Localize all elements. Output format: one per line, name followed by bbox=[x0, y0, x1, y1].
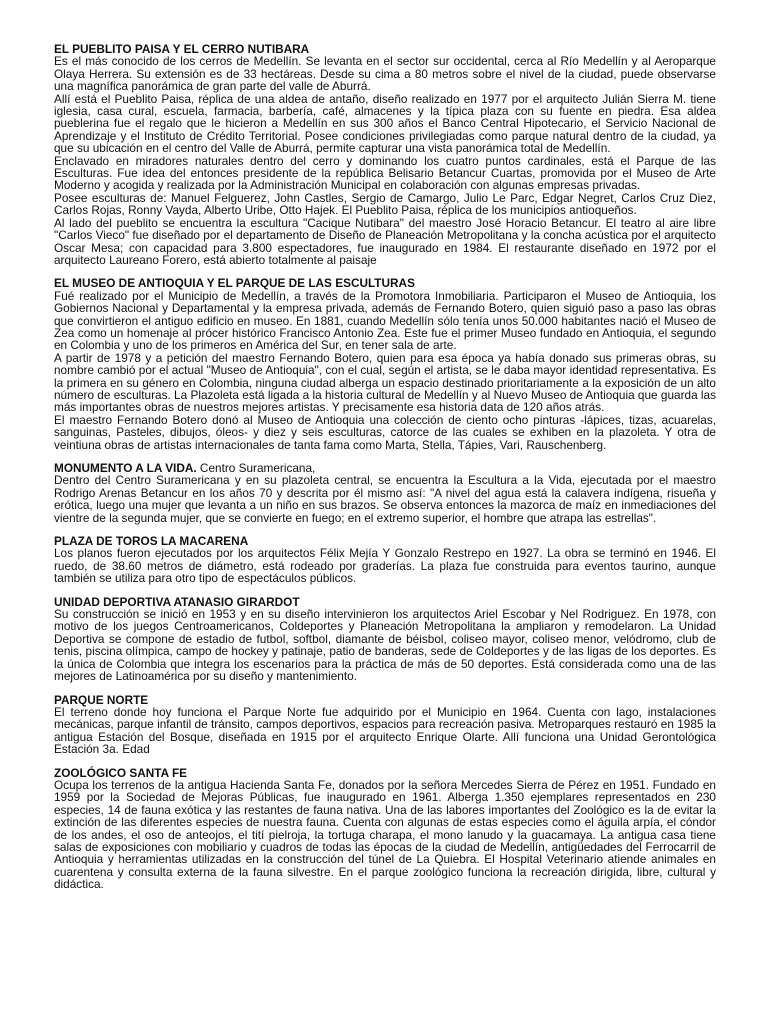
section-title: PARQUE NORTE bbox=[54, 692, 149, 707]
paragraph: Al lado del pueblito se encuentra la escultura "Cacique Nutibara" del maestro José Horacio Betancur. El teatro al aire libre "Carlos Vieco" fue diseñado por el departamento de Diseño de Planeación Metropolitana y la concha acústica por el arquitecto Oscar Mesa; con capacidad para 3.800 espectadores, fue inaugurado en 1984. El restaurante diseñado en 1972 por el arquitecto Laureano Forero, está abierto totalmente al paisaje bbox=[54, 215, 716, 267]
section-unidad-deportiva bbox=[54, 596, 716, 683]
section-pueblito-paisa bbox=[54, 43, 716, 266]
section-title: ZOOLÓGICO SANTA FE bbox=[54, 765, 188, 780]
section-title-note: Centro Suramericana, bbox=[196, 461, 316, 475]
section-title: EL MUSEO DE ANTIOQUIA Y EL PARQUE DE LAS ESCULTURAS bbox=[54, 276, 415, 291]
paragraph: Es el más conocido de los cerros de Medellín. Se levanta en el sector sur occidental, cerca al Río Medellín y al Aeroparque Olaya Herrera. Su extensión es de 33 hectáreas. Desde su cima a 80 metros sobre el nivel de la ciudad, puede observarse una magnífica panorámica de gran parte del valle de Aburrá. bbox=[54, 54, 716, 94]
paragraph: Dentro del Centro Suramericana y en su plazoleta central, se encuentra la Escultura a la Vida, ejecutada por el maestro Rodrigo Arenas Betancur en los años 70 y descrita por él mismo así: "A nivel del agua está la calavera indígena, risueña y erótica, luego una mujer que levanta a un niño en sus brazos. Se observa entonces la mazorca de maíz en inmediaciones del vientre de la segunda mujer, que se convierte en fuego; en el extremo superior, el hombre que atrapa las estrellas". bbox=[54, 473, 716, 525]
section-title: EL PUEBLITO PAISA Y EL CERRO NUTIBARA bbox=[54, 42, 310, 56]
document-page bbox=[54, 43, 716, 902]
section-title: PLAZA DE TOROS LA MACARENA bbox=[54, 534, 249, 549]
paragraph: Allí está el Pueblito Paisa, réplica de una aldea de antaño, diseño realizado en 1977 por el arquitecto Julián Sierra M. tiene iglesia, casa cural, escuela, farmacia, barbería, café, almacenes y la típica plaza con su fuente en piedra. Esa aldea pueblerina fue el regalo que le hicieron a Medellín en sus 300 años el Banco Central Hipotecario, el Servicio Nacional de Aprendizaje y el Instituto de Crédito Territorial. Posee condiciones privilegiadas como parque natural dentro de la ciudad, ya que su ubicación en el centro del Valle de Aburrá, permite capturar una vista panorámica total de Medellín. bbox=[54, 91, 716, 156]
section-zoologico bbox=[54, 767, 716, 891]
paragraph: Los planos fueron ejecutados por los arquitectos Félix Mejía Y Gonzalo Restrepo en 1927. La obra se terminó en 1946. El ruedo, de 38.60 metros de diámetro, está rodeado por graderías. La plaza fue construida para eventos taurino, aunque también se utiliza para otro tipo de espectáculos públicos. bbox=[54, 546, 716, 586]
paragraph: Enclavado en miradores naturales dentro del cerro y dominando los cuatro puntos cardinales, está el Parque de las Esculturas. Fue idea del entonces presidente de la república Belisario Betancur Cuartas, promovida por el Museo de Arte Moderno y acogida y realizada por la Administración Municipal en colaboración con algunas empresas privadas. bbox=[54, 153, 716, 193]
paragraph: Fué realizado por el Municipio de Medellín, a través de la Promotora Inmobiliaria. Participaron el Museo de Antioquia, los Gobiernos Nacional y Departamental y la empresa privada, además de Fernando Botero, quien siguió paso a paso las obras que convirtieron el antiguo edificio en museo. En 1881, cuando Medellín sólo tenía unos 50.000 habitantes nació el Museo de Zea como un homenaje al prócer histórico Francisco Antonio Zea. Este fue el primer Museo fundado en Antioquia, el segundo en Colombia y uno de los primeros en América del Sur, en tener sala de arte. bbox=[54, 288, 716, 353]
paragraph: A partir de 1978 y a petición del maestro Fernando Botero, quien para esa época ya había donado sus primeras obras, su nombre cambió por el actual "Museo de Antioquia", con el cual, según el artista, se le daba mayor identidad representativa. Es la primera en su género en Colombia, ninguna ciudad alberga un espacio destinado prioritariamente a la exposición de un alto número de esculturas. La Plazoleta está ligada a la historia cultural de Medellín y al Nuevo Museo de Antioquia que guarda las más importantes obras de nuestros mejores artistas. Y precisamente esa historia data de 120 años atrás. bbox=[54, 350, 716, 415]
paragraph: El maestro Fernando Botero donó al Museo de Antioquia una colección de ciento ocho pinturas -lápices, tizas, acuarelas, sanguinas, Pasteles, dibujos, óleos- y diez y seis esculturas, catorce de las cuales se exhiben en la plazoleta. Y otra de veintiuna obras de artistas internacionales de tanta fama como Marta, Stella, Tápies, Vari, Rauschenberg. bbox=[54, 412, 716, 452]
section-title: UNIDAD DEPORTIVA ATANASIO GIRARDOT bbox=[54, 594, 300, 609]
paragraph: Posee esculturas de: Manuel Felguerez, John Castles, Sergio de Camargo, Julio Le Parc, Edgar Negret, Carlos Cruz Diez, Carlos Rojas, Ronny Vayda, Alberto Uribe, Otto Hajek. El Pueblito Paisa, réplica de los municipios antioqueños. bbox=[54, 190, 716, 218]
section-plaza-toros bbox=[54, 535, 716, 585]
section-parque-norte bbox=[54, 694, 716, 756]
paragraph: El terreno donde hoy funciona el Parque Norte fue adquirido por el Municipio en 1964. Cuenta con lago, instalaciones mecánicas, parque infantil de tránsito, campos deportivos, espacios para recreación pasiva. Metroparques restauró en 1985 la antigua Estación del Bosque, diseñada en 1915 por el arquitecto Enrique Olarte. Allí funciona una Unidad Gerontológica Estación 3a. Edad bbox=[54, 704, 716, 757]
section-title: MONUMENTO A LA VIDA. bbox=[54, 461, 197, 475]
section-monumento-vida bbox=[54, 462, 716, 524]
paragraph: Su construcción se inició en 1953 y en su diseño intervinieron los arquitectos Ariel Escobar y Nel Rodriguez. En 1978, con motivo de los juegos Centroamericanos, Coldeportes y Planeación Metropolitana la ampliaron y remodelaron. La Unidad Deportiva se compone de estadio de futbol, softbol, diamante de béisbol, coliseo mayor, coliseo menor, velódromo, club de tenis, piscina olímpica, campo de hockey y patinaje, patio de banderas, sede de Coldeportes y de las ligas de los deportes. Es la única de Colombia que integra los escenarios para la práctica de más de 50 deportes. Está considerada como una de las mejores de Latinoamérica por su diseño y mantenimiento. bbox=[54, 607, 716, 684]
paragraph: Ocupa los terrenos de la antigua Hacienda Santa Fe, donados por la señora Mercedes Sierra de Pérez en 1951. Fundado en 1959 por la Sociedad de Mejoras Públicas, fue inaugurado en 1961. Alberga 1.350 ejemplares representados en 230 especies, 14 de fauna exótica y las restantes de fauna nativa. Una de las labores importantes del Zoológico es la de evitar la extinción de las diferentes especies de nuestra fauna. Cuenta con algunas de estas especies como el águila arpía, el cóndor de los andes, el oso de anteojos, el tití pielroja, la tortuga charapa, el mono lanudo y la guacamaya. La antigua casa tiene salas de exposiciones con mobiliario y cuadros de todas las épocas de la ciudad de Medellín, antigüedades del Ferrocarril de Antioquia y herramientas utilizadas en la construcción del túnel de La Quiebra. El Hospital Veterinario atiende animales en cuarentena y consulta externa de la fauna silvestre. En el parque zoológico funciona la recreación dirigida, libre, cultural y didáctica. bbox=[54, 777, 716, 892]
section-museo-antioquia bbox=[54, 277, 716, 451]
